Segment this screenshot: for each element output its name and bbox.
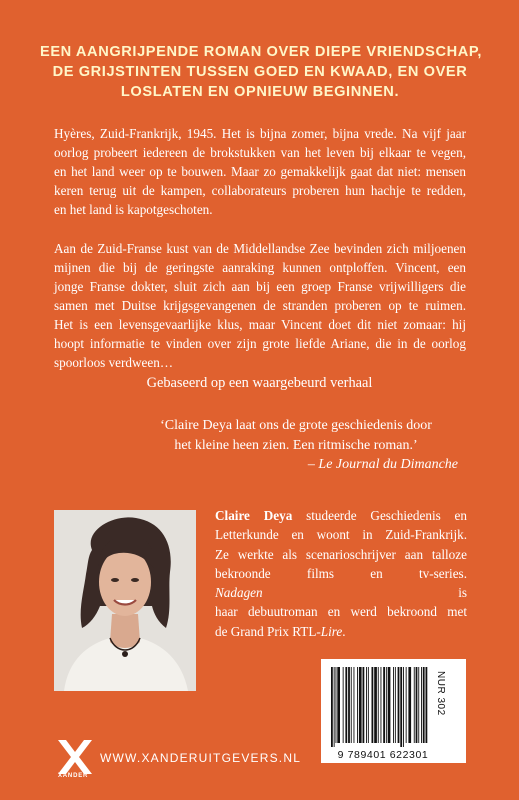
barcode-bar <box>423 667 425 743</box>
text-line: samen met Duitse krijgsgevangenen de stranden proberen op te ruimen. <box>54 298 466 313</box>
text-line: oorlog probeert iedereen de brokstukken van het leven bij elkaar te vegen, <box>54 145 466 160</box>
debut-title: Nadagen <box>215 585 263 601</box>
bio-line: Ze werkte als scenarioschrijver aan talloze <box>215 546 467 562</box>
barcode-bar <box>400 667 402 747</box>
barcode-bar <box>336 667 337 743</box>
barcode-bar <box>403 667 404 747</box>
bio-text: de Grand Prix RTL- <box>215 623 321 639</box>
publisher-url[interactable]: WWW.XANDERUITGEVERS.NL <box>100 751 302 765</box>
barcode-bar <box>414 667 415 743</box>
author-bio <box>215 506 467 641</box>
headline <box>40 42 480 102</box>
text-line: Het is een levensgevaarlijke klus, maar Vincent doet dit niet zomaar: hij <box>54 317 466 332</box>
barcode-bar <box>348 667 350 743</box>
headline-line: EEN AANGRIJPENDE ROMAN OVER DIEPE VRIENDSCHAP, <box>40 44 482 60</box>
blurb-paragraph-1 <box>54 124 466 219</box>
barcode-bar <box>398 667 400 743</box>
barcode-bar <box>378 667 379 743</box>
text-line: Hyères, Zuid-Frankrijk, 1945. Het is bijna zomer, bijna vrede. Na vijf jaar <box>54 126 466 141</box>
barcode-bar <box>359 667 362 743</box>
barcode-bar <box>345 667 347 743</box>
bio-line <box>215 506 467 525</box>
barcode-bar <box>426 667 428 743</box>
barcode-bar <box>363 667 365 743</box>
barcode-bar <box>395 667 396 743</box>
text-line: keren terug uit de kampen, collaborateurs proberen hun hachje te redden, <box>54 183 466 198</box>
text-line: hoopt informatie te vinden over zijn grote liefde Ariane, die in de oorlog <box>54 336 466 351</box>
headline-line: DE GRIJSTINTEN TUSSEN GOED EN KWAAD, EN OVER <box>52 64 468 80</box>
blurb-paragraph-2 <box>54 239 466 372</box>
barcode-bar <box>418 667 419 743</box>
quote-line: ‘Claire Deya laat ons de grote geschiedenis door <box>160 418 432 433</box>
barcode-bar <box>372 667 374 743</box>
isbn-number: 9 789401 622301 <box>337 749 429 761</box>
barcode-bar <box>351 667 352 743</box>
barcode-bar <box>368 667 369 743</box>
bio-line: Letterkunde en woont in Zuid-Frankrijk. <box>215 527 467 543</box>
barcode-bar <box>421 667 422 743</box>
bio-line: haar debuutroman en werd bekroond met <box>215 604 467 620</box>
barcode-bar <box>393 667 394 743</box>
bio-text: . <box>342 623 346 639</box>
barcode-bar <box>388 667 391 743</box>
text-line: mijnen die bij de geringste aanraking kunnen ontploffen. Vincent, een <box>54 260 466 275</box>
barcode-bar <box>334 667 335 747</box>
attribution-dash: – <box>307 457 319 472</box>
bio-text: studeerde Geschiedenis en <box>292 508 467 523</box>
nur-code: NUR 302 <box>435 671 446 716</box>
barcode-bar <box>357 667 358 743</box>
author-portrait-illustration <box>54 510 196 691</box>
barcode-bar <box>366 667 367 743</box>
barcode-bar <box>343 667 344 743</box>
barcode-bar <box>406 667 407 743</box>
barcode-bar <box>386 667 387 743</box>
text-line: en het land weer op te bouwen. Maar zo gemakkelijk gaat dat niet: mensen <box>54 164 466 179</box>
barcode-bar <box>408 667 411 743</box>
bio-text: is <box>262 585 467 601</box>
review-quote <box>126 416 466 475</box>
text-line: jonge Franse dokter, sluit zich aan bij een groep Franse vrijwilligers die <box>54 279 466 294</box>
author-photo <box>54 510 196 691</box>
barcode-bar <box>416 667 418 743</box>
text-line: en het land is kapotgeschoten. <box>54 202 213 217</box>
author-name: Claire Deya <box>215 508 293 523</box>
barcode-bar <box>337 667 340 743</box>
attribution-source: Le Journal du Dimanche <box>318 457 458 472</box>
bio-line: bekroonde films en tv-series. <box>215 565 467 581</box>
quote-line: het kleine heen zien. Een ritmische roman.’ <box>174 437 418 453</box>
prize-name: Lire <box>320 623 343 639</box>
xander-logo <box>56 738 94 780</box>
bio-line <box>215 583 467 602</box>
logo-wordmark: XANDER <box>58 773 89 779</box>
barcode-bar <box>381 667 382 743</box>
based-on-true-story: Gebaseerd op een waargebeurd verhaal <box>146 375 373 391</box>
text-line: spoorloos verdween… <box>54 355 174 370</box>
quote-attribution <box>126 455 466 475</box>
headline-line: LOSLATEN EN OPNIEUW BEGINNEN. <box>120 84 400 100</box>
barcode-bar <box>383 667 385 743</box>
text-line: Aan de Zuid-Franse kust van de Middellandse Zee bevinden zich miljoenen <box>54 241 466 256</box>
barcode-bar <box>331 667 333 747</box>
bio-line <box>215 622 467 641</box>
barcode-bar <box>354 667 355 743</box>
barcode-bar <box>374 667 377 743</box>
